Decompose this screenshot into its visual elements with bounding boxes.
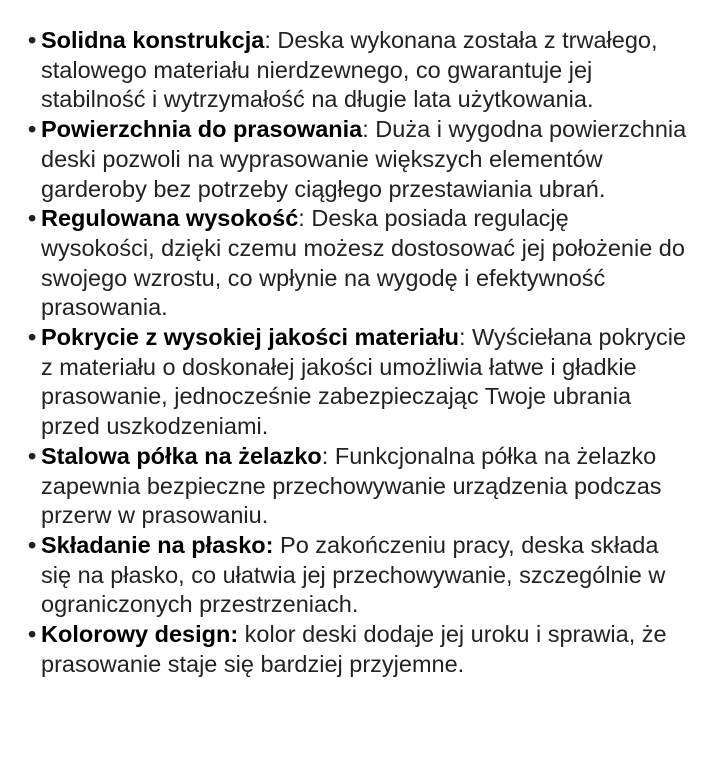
feature-item-colorful-design xyxy=(28,620,688,679)
feature-title: Solidna konstrukcja xyxy=(41,27,265,53)
feature-description: Deska posiada regulację wysokości, dzięki czemu możesz dostosować jej położenie do swojego wzrostu, co wpłynie na wygodę i efektywność prasowania. xyxy=(41,205,685,321)
feature-title: Składanie na płasko: xyxy=(41,531,274,558)
feature-item-adjustable-height xyxy=(28,204,688,323)
feature-description: Funkcjonalna półka na żelazko zapewnia bezpieczne przechowywanie urządzenia podczas przerw w prasowaniu. xyxy=(41,442,662,529)
feature-separator: : xyxy=(264,27,271,53)
bullet-icon: • xyxy=(28,324,37,351)
feature-title: Powierzchnia do prasowania xyxy=(41,116,363,143)
feature-description: Po zakończeniu pracy, deska składa się na płasko, co ułatwia jej przechowywanie, szczególnie w ograniczonych przestrzeniach. xyxy=(41,531,666,618)
feature-item-ironing-surface xyxy=(28,115,688,204)
feature-separator: : xyxy=(298,205,305,232)
feature-description: Wyściełana pokrycie z materiału o doskonałej jakości umożliwia łatwe i gładkie prasowanie, jednocześnie zabezpieczając Twoje ubrania przed uszkodzeniami. xyxy=(41,324,687,440)
feature-item-iron-shelf xyxy=(28,442,688,531)
feature-title: Regulowana wysokość xyxy=(41,205,299,232)
feature-title: Stalowa półka na żelazko xyxy=(41,442,322,469)
feature-item-cover-material xyxy=(28,323,688,442)
bullet-icon: • xyxy=(28,205,37,232)
feature-description: Duża i wygodna powierzchnia deski pozwoli na wyprasowanie większych elementów garderoby bez potrzeby ciągłego przestawiania ubrań. xyxy=(41,116,687,202)
feature-description: kolor deski dodaje jej uroku i sprawia, że prasowanie staje się bardziej przyjemne. xyxy=(41,621,667,677)
feature-item-solid-construction xyxy=(28,26,688,115)
feature-list xyxy=(28,26,688,679)
bullet-icon: • xyxy=(28,27,37,53)
bullet-icon: • xyxy=(28,531,37,558)
feature-separator: : xyxy=(362,116,369,143)
feature-separator: : xyxy=(321,442,329,469)
bullet-icon: • xyxy=(28,621,37,648)
feature-item-flat-folding xyxy=(28,531,688,620)
feature-description: Deska wykonana została z trwałego, stalowego materiału nierdzewnego, co gwarantuje jej stabilność i wytrzymałość na długie lata użytkowania. xyxy=(41,27,658,113)
bullet-icon: • xyxy=(28,442,37,469)
bullet-icon: • xyxy=(28,116,37,143)
feature-title: Kolorowy design: xyxy=(41,621,239,648)
feature-separator: : xyxy=(459,324,466,351)
feature-title: Pokrycie z wysokiej jakości materiału xyxy=(41,324,459,351)
